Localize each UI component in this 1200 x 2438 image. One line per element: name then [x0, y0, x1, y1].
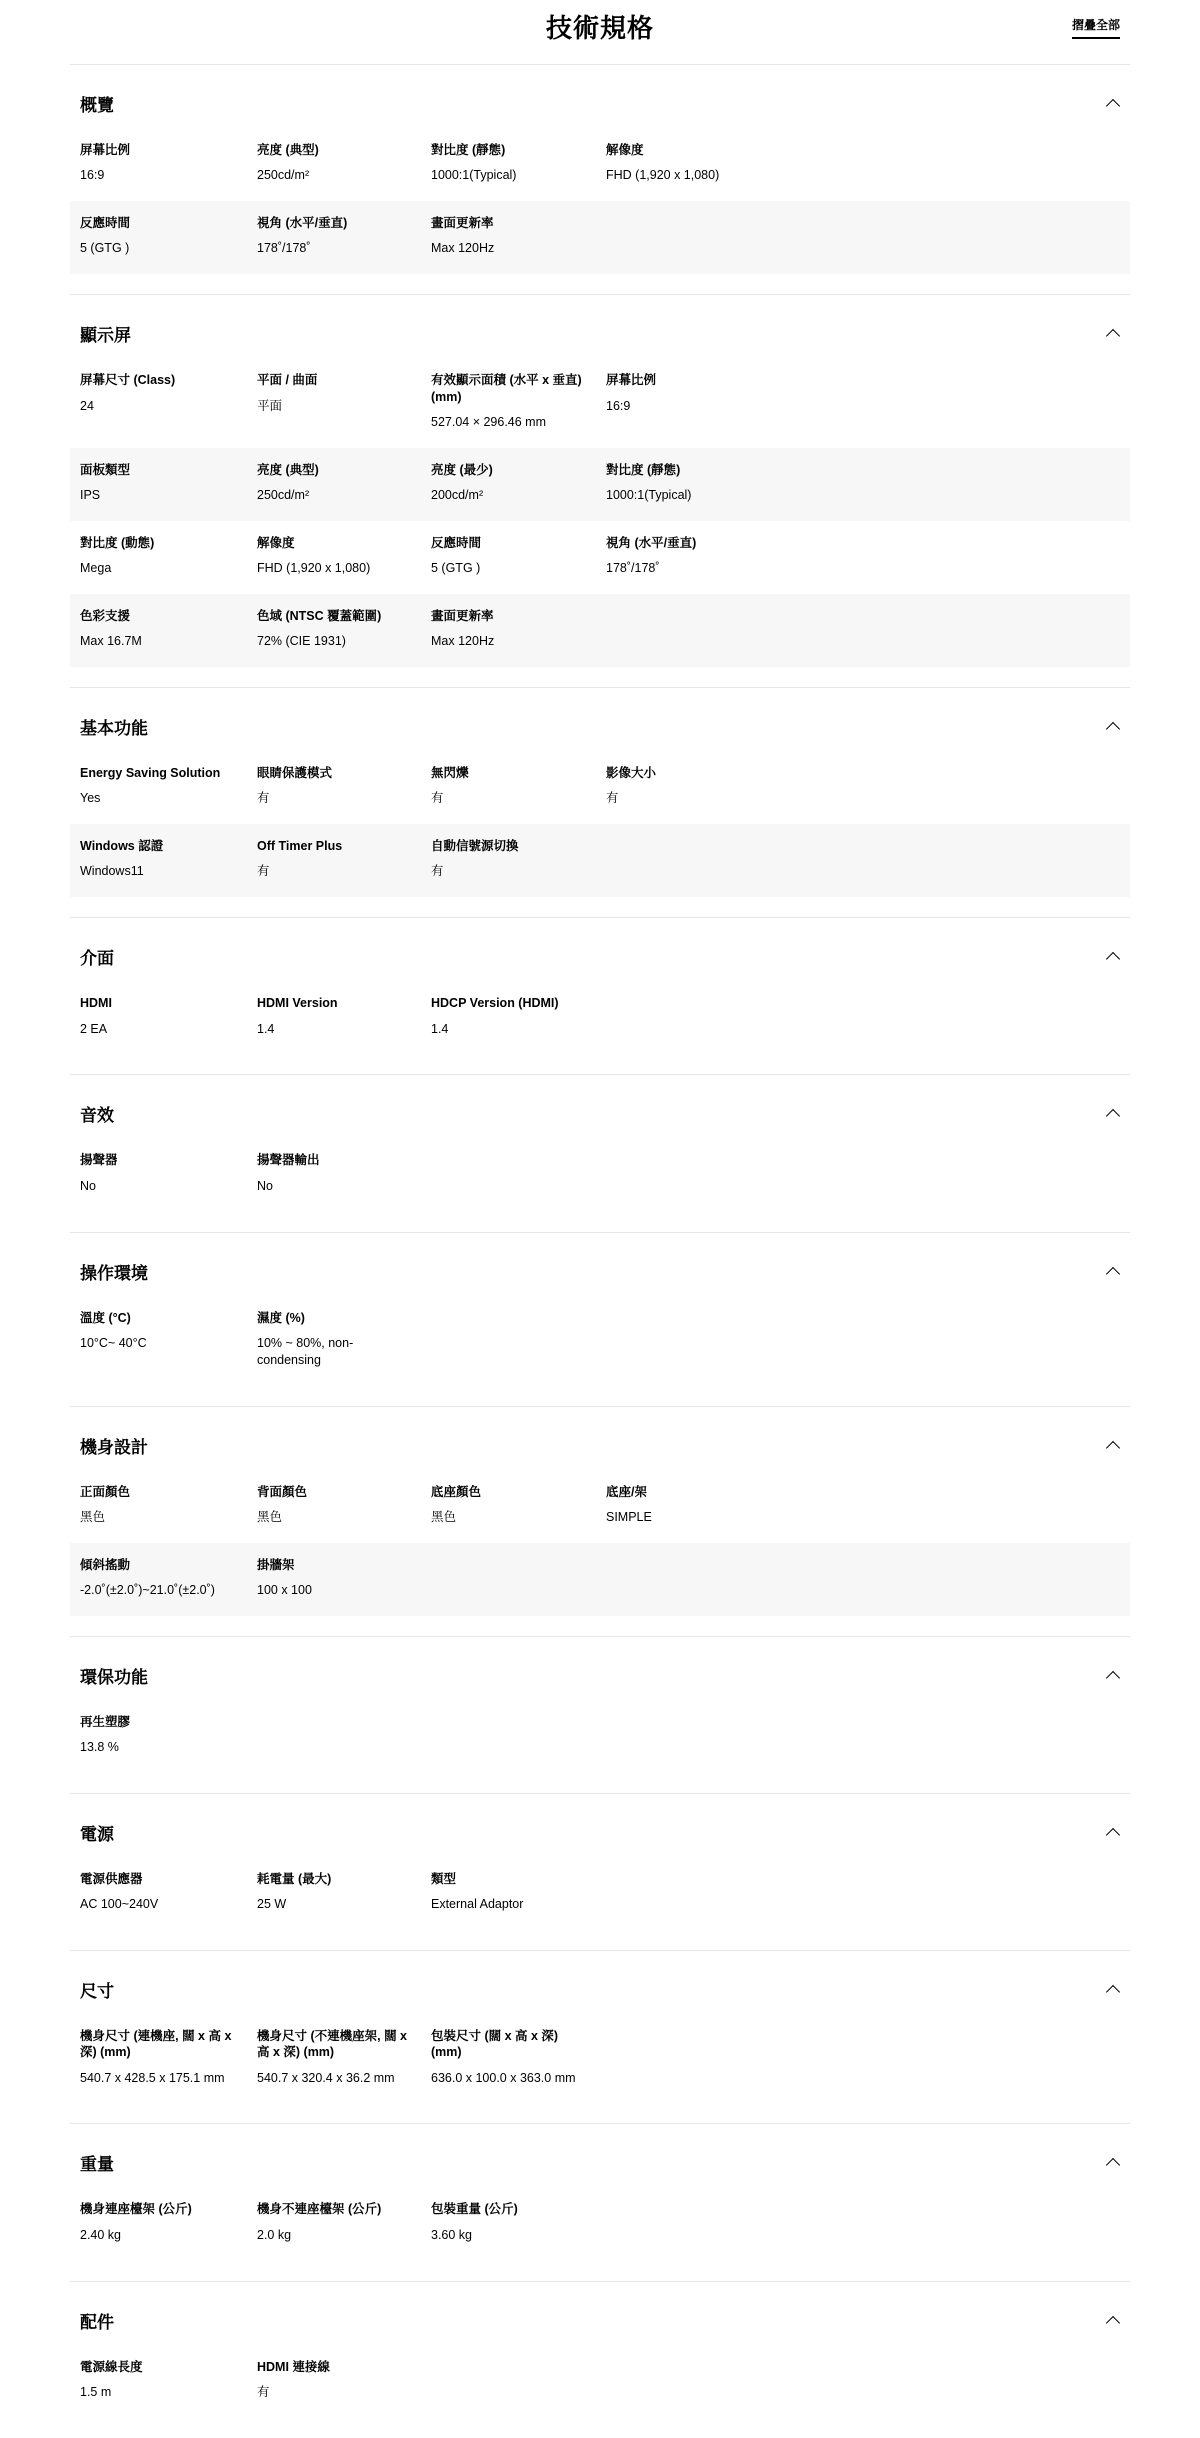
- spec-value: 527.04 × 296.46 mm: [431, 414, 547, 429]
- spec-cell: [80, 1152, 257, 1194]
- spec-row: [70, 521, 1130, 594]
- spec-cell: [257, 372, 431, 414]
- section-header[interactable]: [70, 65, 1130, 128]
- spec-label: 亮度 (典型): [257, 462, 319, 477]
- spec-section: [70, 1232, 1130, 1406]
- spec-value: 5 (GTG ): [431, 561, 481, 575]
- chevron-up-icon[interactable]: [1106, 329, 1120, 343]
- spec-label: 面板類型: [80, 462, 131, 477]
- spec-section: [70, 2281, 1130, 2438]
- spec-cell: [80, 2028, 257, 2086]
- spec-section: [70, 1074, 1130, 1231]
- spec-value: Max 16.7M: [80, 634, 142, 649]
- spec-cell: [257, 535, 431, 577]
- spec-label: 解像度: [606, 143, 644, 157]
- spec-value: IPS: [80, 487, 101, 502]
- spec-cell: [606, 462, 1120, 504]
- spec-label: HDMI 連接線: [257, 2359, 330, 2374]
- spec-label: 耗電量 (最大): [257, 1871, 332, 1886]
- spec-value: 540.7 x 320.4 x 36.2 mm: [257, 2070, 395, 2085]
- spec-cell: [257, 1310, 431, 1369]
- spec-cell: [431, 608, 606, 650]
- spec-label: 視角 (水平/垂直): [606, 535, 697, 550]
- spec-label: 對比度 (動態): [80, 535, 155, 550]
- spec-label: 揚聲器輸出: [257, 1153, 320, 1168]
- specs-content: [70, 64, 1130, 2438]
- spec-cell: [606, 372, 1120, 414]
- spec-label: 解像度: [257, 535, 295, 550]
- spec-cell: [80, 215, 257, 257]
- spec-label: HDMI: [80, 996, 112, 1011]
- spec-value: 16:9: [606, 398, 631, 413]
- spec-value: Yes: [80, 791, 101, 806]
- spec-cell: [431, 2201, 606, 2243]
- spec-section: [70, 1406, 1130, 1636]
- spec-value: 72% (CIE 1931): [257, 634, 346, 649]
- spec-row: [70, 594, 1130, 667]
- spec-value: 有: [257, 2384, 270, 2399]
- spec-row: [70, 128, 1130, 201]
- spec-label: 背面顏色: [257, 1484, 308, 1499]
- spec-cell: [80, 608, 257, 650]
- spec-label: 機身尺寸 (連機座, 闊 x 高 x 深) (mm): [80, 2029, 232, 2060]
- spec-label: 無閃爍: [431, 766, 469, 780]
- spec-label: 對比度 (靜態): [606, 462, 681, 477]
- spec-section: [70, 2123, 1130, 2280]
- spec-value: 1000:1(Typical): [606, 487, 692, 502]
- spec-value: 有: [606, 791, 619, 806]
- spec-row: [70, 2187, 1130, 2260]
- spec-value: Mega: [80, 561, 112, 575]
- section-title: 環保功能: [80, 1667, 148, 1687]
- spec-cell: [257, 215, 431, 257]
- section-header[interactable]: [70, 1794, 1130, 1857]
- spec-value: SIMPLE: [606, 1509, 652, 1524]
- section-header[interactable]: [70, 2124, 1130, 2187]
- spec-label: 反應時間: [80, 216, 131, 231]
- section-title: 介面: [80, 949, 114, 969]
- spec-cell: [80, 535, 257, 577]
- section-rows: [70, 128, 1130, 274]
- chevron-up-icon[interactable]: [1106, 1266, 1120, 1280]
- spec-label: Energy Saving Solution: [80, 766, 221, 780]
- chevron-up-icon[interactable]: [1106, 952, 1120, 966]
- spec-value: 10°C~ 40°C: [80, 1335, 147, 1350]
- spec-cell: [80, 2201, 257, 2243]
- spec-label: 底座顏色: [431, 1484, 482, 1499]
- page-header: [70, 0, 1130, 64]
- section-title: 配件: [80, 2312, 114, 2332]
- spec-label: 亮度 (典型): [257, 143, 319, 157]
- chevron-up-icon[interactable]: [1106, 99, 1120, 113]
- spec-section: [70, 1950, 1130, 2123]
- chevron-up-icon[interactable]: [1106, 1985, 1120, 1999]
- spec-label: 自動信號源切換: [431, 839, 519, 854]
- spec-cell: [80, 2359, 257, 2401]
- spec-cell: [80, 995, 257, 1037]
- spec-cell: [257, 1484, 431, 1526]
- spec-label: 有效顯示面積 (水平 x 垂直) (mm): [431, 373, 582, 404]
- spec-row: [70, 448, 1130, 521]
- spec-label: 色彩支援: [80, 608, 131, 623]
- spec-value: 3.60 kg: [431, 2227, 473, 2242]
- spec-cell: [257, 1871, 431, 1913]
- spec-value: FHD (1,920 x 1,080): [257, 561, 371, 575]
- section-header[interactable]: [70, 1233, 1130, 1296]
- spec-cell: [431, 2028, 606, 2086]
- spec-label: 類型: [431, 1871, 457, 1886]
- spec-label: 視角 (水平/垂直): [257, 216, 348, 231]
- spec-cell: [431, 142, 606, 184]
- chevron-up-icon[interactable]: [1106, 1671, 1120, 1685]
- spec-row: [70, 1138, 1130, 1211]
- spec-page: [70, 0, 1130, 2438]
- spec-row: [70, 2345, 1130, 2418]
- section-rows: [70, 2014, 1130, 2103]
- spec-section: [70, 294, 1130, 687]
- spec-cell: [257, 608, 431, 650]
- spec-row: [70, 824, 1130, 897]
- chevron-up-icon[interactable]: [1106, 1440, 1120, 1454]
- spec-label: 反應時間: [431, 535, 482, 550]
- section-title: 機身設計: [80, 1437, 148, 1457]
- section-rows: [70, 751, 1130, 897]
- section-rows: [70, 358, 1130, 667]
- spec-label: 揚聲器: [80, 1153, 118, 1168]
- spec-value: 2.40 kg: [80, 2227, 122, 2242]
- spec-label: 再生塑膠: [80, 1714, 131, 1729]
- spec-label: 畫面更新率: [431, 216, 494, 231]
- spec-value: 5 (GTG ): [80, 241, 130, 256]
- section-title: 操作環境: [80, 1263, 148, 1283]
- section-title: 重量: [80, 2155, 114, 2175]
- spec-value: 黑色: [257, 1509, 283, 1524]
- spec-cell: [431, 1484, 606, 1526]
- spec-value: No: [257, 1178, 273, 1193]
- spec-label: 機身連座檯架 (公斤): [80, 2202, 192, 2217]
- spec-cell: [80, 765, 257, 807]
- section-rows: [70, 1857, 1130, 1930]
- spec-cell: [80, 1714, 257, 1756]
- spec-value: 黑色: [80, 1509, 106, 1524]
- spec-row: [70, 358, 1130, 447]
- spec-label: 電源線長度: [80, 2359, 143, 2374]
- spec-cell: [80, 1557, 257, 1599]
- section-header[interactable]: [70, 295, 1130, 358]
- spec-row: [70, 1470, 1130, 1543]
- section-rows: [70, 1470, 1130, 1616]
- spec-row: [70, 2014, 1130, 2103]
- spec-row: [70, 751, 1130, 824]
- spec-label: 傾斜搖動: [80, 1557, 131, 1572]
- spec-cell: [257, 995, 431, 1037]
- section-header[interactable]: [70, 688, 1130, 751]
- section-header[interactable]: [70, 918, 1130, 981]
- spec-cell: [257, 2028, 431, 2086]
- spec-value: 1000:1(Typical): [431, 168, 517, 183]
- spec-value: 有: [431, 864, 444, 879]
- spec-section: [70, 687, 1130, 917]
- spec-cell: [80, 372, 257, 414]
- spec-cell: [431, 995, 606, 1037]
- spec-cell: [431, 462, 606, 504]
- spec-cell: [606, 1484, 1120, 1526]
- spec-label: 包裝重量 (公斤): [431, 2202, 518, 2217]
- spec-cell: [257, 765, 431, 807]
- chevron-up-icon[interactable]: [1106, 1828, 1120, 1842]
- spec-value: 1.4: [257, 1021, 275, 1036]
- spec-cell: [606, 142, 1120, 184]
- section-title: 電源: [80, 1824, 114, 1844]
- spec-label: 濕度 (%): [257, 1310, 305, 1325]
- spec-value: 黑色: [431, 1509, 457, 1524]
- spec-value: Max 120Hz: [431, 634, 495, 649]
- spec-value: FHD (1,920 x 1,080): [606, 168, 720, 183]
- spec-value: 2 EA: [80, 1021, 108, 1036]
- spec-value: 540.7 x 428.5 x 175.1 mm: [80, 2070, 225, 2085]
- spec-label: 屏幕比例: [606, 373, 657, 388]
- chevron-up-icon[interactable]: [1106, 722, 1120, 736]
- spec-value: 有: [431, 791, 444, 806]
- spec-value: 24: [80, 398, 94, 413]
- spec-label: 色域 (NTSC 覆蓋範圍): [257, 608, 382, 623]
- spec-cell: [80, 1310, 257, 1352]
- section-title: 概覽: [80, 96, 114, 115]
- spec-cell: [80, 838, 257, 880]
- spec-row: [70, 201, 1130, 274]
- spec-label: 對比度 (靜態): [431, 143, 506, 157]
- spec-section: [70, 1636, 1130, 1793]
- section-title: 尺寸: [80, 1982, 114, 2001]
- spec-value: 25 W: [257, 1897, 287, 1912]
- spec-value: 636.0 x 100.0 x 363.0 mm: [431, 2070, 576, 2085]
- spec-value: -2.0˚(±2.0˚)~21.0˚(±2.0˚): [80, 1582, 215, 1597]
- spec-cell: [431, 1871, 606, 1913]
- spec-label: 底座/架: [606, 1484, 647, 1499]
- spec-cell: [257, 142, 431, 184]
- spec-value: External Adaptor: [431, 1897, 524, 1912]
- spec-label: 屏幕尺寸 (Class): [80, 373, 176, 388]
- section-rows: [70, 1296, 1130, 1386]
- spec-value: 有: [257, 864, 270, 879]
- spec-row: [70, 1700, 1130, 1773]
- section-title: 基本功能: [80, 719, 148, 738]
- page-title: 技術規格: [545, 13, 654, 43]
- section-rows: [70, 1138, 1130, 1211]
- spec-value: 2.0 kg: [257, 2227, 292, 2242]
- spec-value: 1.5 m: [80, 2384, 112, 2399]
- spec-label: 影像大小: [606, 766, 657, 780]
- spec-label: 亮度 (最少): [431, 462, 493, 477]
- spec-label: 包裝尺寸 (闊 x 高 x 深) (mm): [431, 2029, 559, 2060]
- spec-cell: [431, 838, 606, 880]
- section-rows: [70, 1700, 1130, 1773]
- spec-cell: [257, 462, 431, 504]
- spec-label: 正面顏色: [80, 1484, 131, 1499]
- spec-label: 眼睛保護模式: [257, 766, 333, 780]
- spec-value: Windows11: [80, 864, 144, 879]
- spec-value: 200cd/m²: [431, 487, 484, 502]
- section-rows: [70, 2345, 1130, 2418]
- spec-label: Windows 認證: [80, 839, 164, 854]
- spec-label: 機身尺寸 (不連機座架, 闊 x 高 x 深) (mm): [257, 2029, 408, 2060]
- spec-value: 178˚/178˚: [606, 561, 660, 575]
- spec-label: HDCP Version (HDMI): [431, 996, 559, 1011]
- spec-value: 13.8 %: [80, 1740, 119, 1754]
- spec-value: 1.4: [431, 1021, 449, 1036]
- spec-value: 平面: [257, 398, 283, 413]
- section-title: 顯示屏: [80, 326, 131, 346]
- section-rows: [70, 981, 1130, 1054]
- spec-cell: [80, 1871, 257, 1913]
- section-header[interactable]: [70, 2282, 1130, 2345]
- spec-value: 250cd/m²: [257, 168, 310, 183]
- spec-cell: [257, 2359, 431, 2401]
- spec-label: 屏幕比例: [80, 143, 131, 157]
- spec-label: Off Timer Plus: [257, 839, 343, 854]
- chevron-up-icon[interactable]: [1106, 1109, 1120, 1123]
- spec-row: [70, 1857, 1130, 1930]
- spec-cell: [80, 462, 257, 504]
- chevron-up-icon[interactable]: [1106, 2315, 1120, 2329]
- spec-label: 平面 / 曲面: [257, 373, 318, 388]
- section-header[interactable]: [70, 1951, 1130, 2014]
- spec-value: 178˚/178˚: [257, 241, 311, 256]
- spec-cell: [431, 765, 606, 807]
- spec-cell: [257, 1152, 431, 1194]
- spec-section: [70, 1793, 1130, 1950]
- spec-value: 250cd/m²: [257, 487, 310, 502]
- spec-value: 10% ~ 80%, non-condensing: [257, 1335, 354, 1367]
- spec-label: 機身不連座檯架 (公斤): [257, 2202, 382, 2217]
- section-rows: [70, 2187, 1130, 2260]
- spec-cell: [431, 372, 606, 430]
- spec-cell: [80, 1484, 257, 1526]
- spec-value: No: [80, 1178, 96, 1193]
- spec-cell: [257, 838, 431, 880]
- spec-label: 掛牆架: [257, 1557, 295, 1572]
- spec-value: 有: [257, 791, 270, 806]
- spec-cell: [431, 535, 606, 577]
- spec-cell: [431, 215, 606, 257]
- section-header[interactable]: [70, 1637, 1130, 1700]
- section-header[interactable]: [70, 1407, 1130, 1470]
- collapse-all-link[interactable]: 摺疊全部: [1072, 16, 1120, 39]
- spec-cell: [257, 2201, 431, 2243]
- spec-cell: [257, 1557, 431, 1599]
- spec-value: 16:9: [80, 168, 105, 183]
- spec-label: 畫面更新率: [431, 608, 494, 623]
- spec-row: [70, 981, 1130, 1054]
- spec-label: 電源供應器: [80, 1871, 143, 1886]
- spec-cell: [606, 765, 1120, 807]
- spec-section: [70, 917, 1130, 1074]
- spec-label: 溫度 (°C): [80, 1310, 131, 1325]
- spec-value: Max 120Hz: [431, 241, 495, 256]
- section-header[interactable]: [70, 1075, 1130, 1138]
- chevron-up-icon[interactable]: [1106, 2158, 1120, 2172]
- spec-section: [70, 64, 1130, 294]
- spec-value: 100 x 100: [257, 1582, 312, 1597]
- spec-row: [70, 1296, 1130, 1386]
- spec-cell: [606, 535, 1120, 577]
- spec-value: AC 100~240V: [80, 1897, 159, 1912]
- section-title: 音效: [80, 1106, 114, 1126]
- spec-label: HDMI Version: [257, 996, 338, 1011]
- spec-cell: [80, 142, 257, 184]
- spec-row: [70, 1543, 1130, 1616]
